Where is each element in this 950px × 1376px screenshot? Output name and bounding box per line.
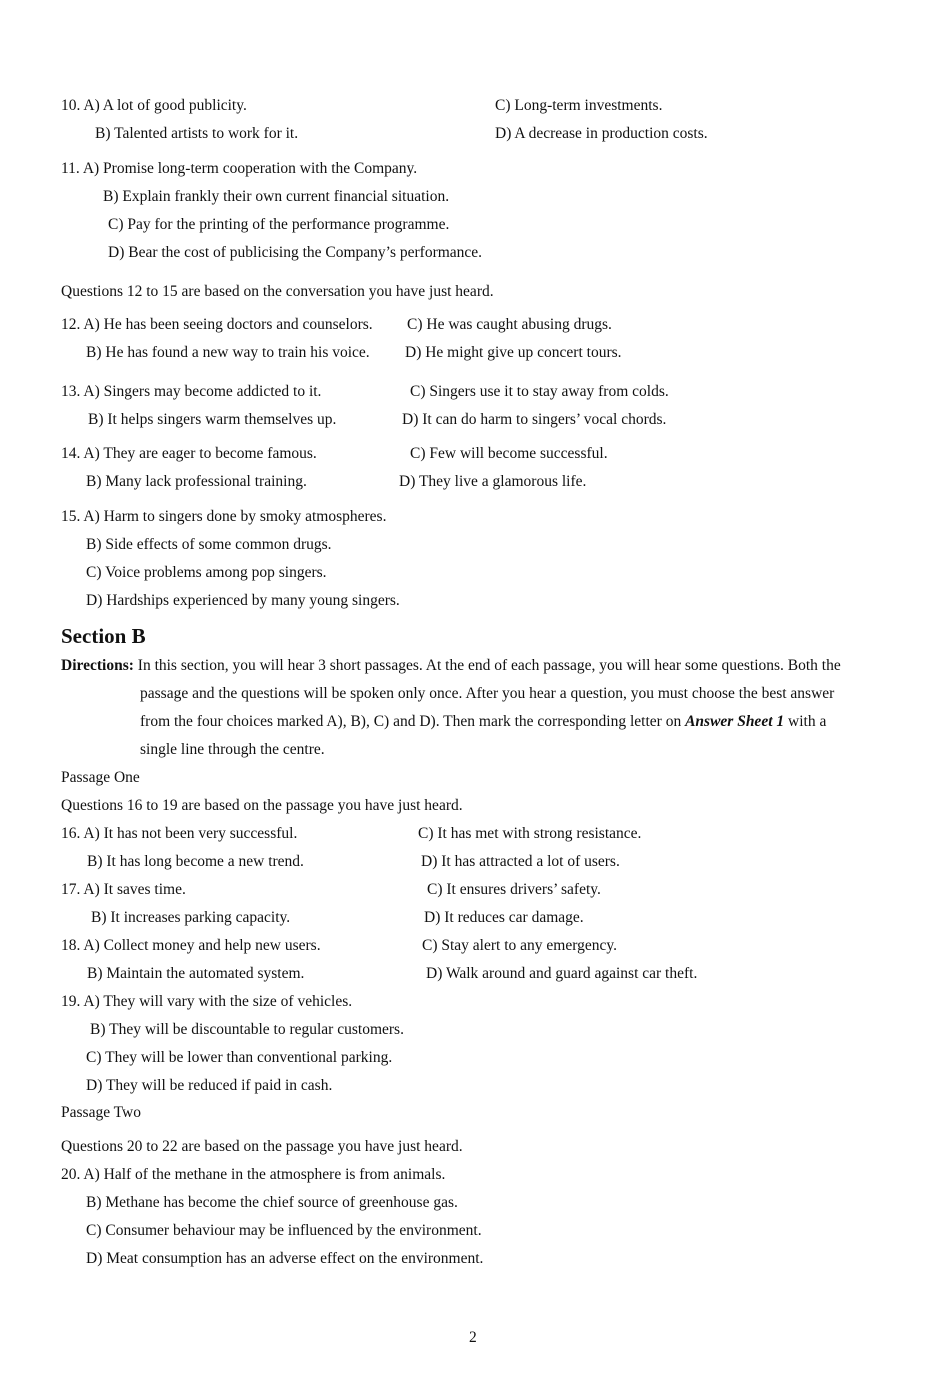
q18-option-a: 18. A) Collect money and help new users. <box>61 937 321 954</box>
q13-option-b: B) It helps singers warm themselves up. <box>88 411 337 428</box>
q12-option-d: D) He might give up concert tours. <box>405 344 622 361</box>
q14-option-a: 14. A) They are eager to become famous. <box>61 445 317 462</box>
directions-label: Directions: <box>61 657 134 674</box>
q20-option-b: B) Methane has become the chief source of greenhouse gas. <box>86 1194 458 1211</box>
q19-option-b: B) They will be discountable to regular customers. <box>90 1021 404 1038</box>
directions-line-2: passage and the questions will be spoken only once. After you hear a question, you must choose the best answer <box>140 685 835 702</box>
q10-option-a: 10. A) A lot of good publicity. <box>61 97 247 114</box>
q20-option-a: 20. A) Half of the methane in the atmosphere is from animals. <box>61 1166 446 1183</box>
q13-option-d: D) It can do harm to singers’ vocal chords. <box>402 411 667 428</box>
directions-line-1 <box>61 656 841 676</box>
q14-option-b: B) Many lack professional training. <box>86 473 307 490</box>
q13-option-c: C) Singers use it to stay away from colds. <box>410 383 669 400</box>
q18-option-c: C) Stay alert to any emergency. <box>422 937 617 954</box>
q15-option-c: C) Voice problems among pop singers. <box>86 564 327 581</box>
q16-option-c: C) It has met with strong resistance. <box>418 825 642 842</box>
directions-line-3 <box>140 712 826 732</box>
q20-option-d: D) Meat consumption has an adverse effect on the environment. <box>86 1250 484 1267</box>
directions-text-1: In this section, you will hear 3 short passages. At the end of each passage, you will hear some questions. Both the <box>137 657 841 674</box>
q13-option-a: 13. A) Singers may become addicted to it. <box>61 383 322 400</box>
q17-option-a: 17. A) It saves time. <box>61 881 186 898</box>
q11-option-d: D) Bear the cost of publicising the Company’s performance. <box>108 244 483 261</box>
passage-one-label: Passage One <box>61 769 140 786</box>
directions-text-3-tail: with a <box>788 713 827 730</box>
page-number: 2 <box>469 1329 477 1346</box>
q12-option-c: C) He was caught abusing drugs. <box>407 316 612 333</box>
directions-text-3: from the four choices marked A), B), C) and D). Then mark the corresponding letter on <box>140 713 682 730</box>
questions-16-19-intro: Questions 16 to 19 are based on the passage you have just heard. <box>61 797 463 814</box>
q16-option-b: B) It has long become a new trend. <box>87 853 304 870</box>
q10-option-d: D) A decrease in production costs. <box>495 125 708 142</box>
q19-option-c: C) They will be lower than conventional parking. <box>86 1049 393 1066</box>
q17-option-b: B) It increases parking capacity. <box>91 909 291 926</box>
q11-option-b: B) Explain frankly their own current financial situation. <box>103 188 450 205</box>
q12-option-a: 12. A) He has been seeing doctors and counselors. <box>61 316 373 333</box>
section-b-heading: Section B <box>61 624 146 648</box>
q17-option-c: C) It ensures drivers’ safety. <box>427 881 601 898</box>
q14-option-c: C) Few will become successful. <box>410 445 608 462</box>
questions-12-15-intro: Questions 12 to 15 are based on the conversation you have just heard. <box>61 283 494 300</box>
q16-option-d: D) It has attracted a lot of users. <box>421 853 620 870</box>
q15-option-d: D) Hardships experienced by many young singers. <box>86 592 400 609</box>
q18-option-d: D) Walk around and guard against car theft. <box>426 965 698 982</box>
answer-sheet-emphasis: Answer Sheet 1 <box>685 713 785 730</box>
q11-option-a: 11. A) Promise long-term cooperation with the Company. <box>61 160 418 177</box>
q15-option-a: 15. A) Harm to singers done by smoky atmospheres. <box>61 508 387 525</box>
q10-option-b: B) Talented artists to work for it. <box>95 125 299 142</box>
q17-option-d: D) It reduces car damage. <box>424 909 584 926</box>
q19-option-a: 19. A) They will vary with the size of vehicles. <box>61 993 353 1010</box>
q16-option-a: 16. A) It has not been very successful. <box>61 825 298 842</box>
q19-option-d: D) They will be reduced if paid in cash. <box>86 1077 333 1094</box>
passage-two-label: Passage Two <box>61 1104 141 1121</box>
q20-option-c: C) Consumer behaviour may be influenced by the environment. <box>86 1222 482 1239</box>
questions-20-22-intro: Questions 20 to 22 are based on the passage you have just heard. <box>61 1138 463 1155</box>
q15-option-b: B) Side effects of some common drugs. <box>86 536 332 553</box>
q12-option-b: B) He has found a new way to train his voice. <box>86 344 370 361</box>
q14-option-d: D) They live a glamorous life. <box>399 473 587 490</box>
q10-option-c: C) Long-term investments. <box>495 97 663 114</box>
q11-option-c: C) Pay for the printing of the performance programme. <box>108 216 450 233</box>
directions-line-4: single line through the centre. <box>140 741 325 758</box>
q18-option-b: B) Maintain the automated system. <box>87 965 305 982</box>
